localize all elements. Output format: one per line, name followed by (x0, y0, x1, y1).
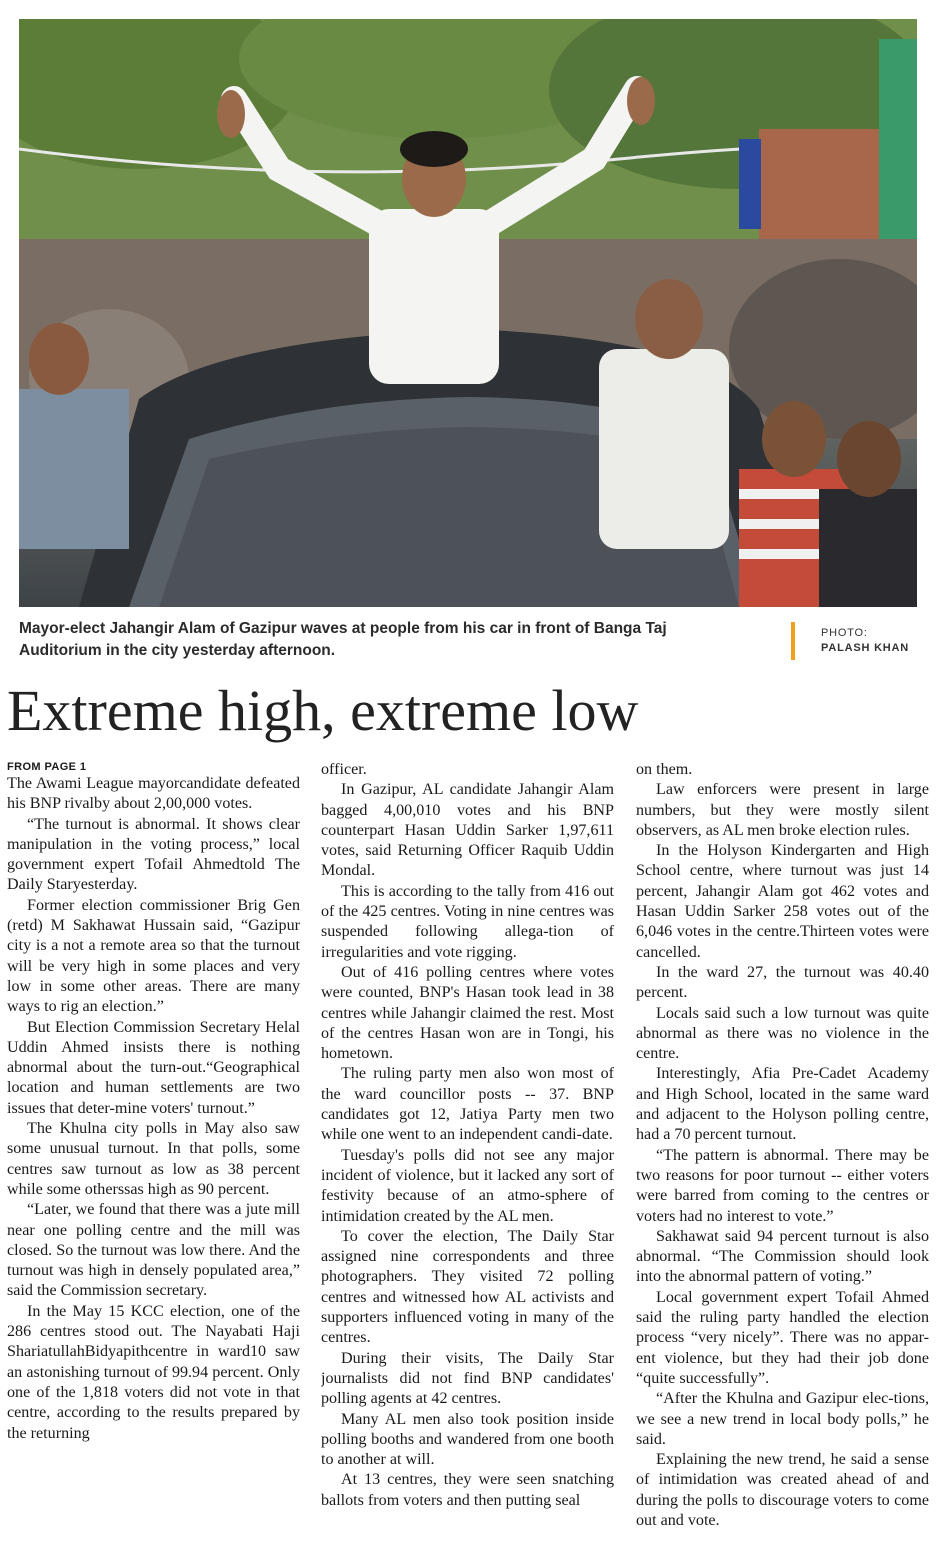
article-body (7, 760, 929, 1545)
paragraph: Law enforcers were present in large numbers, but they were mostly silent observers, as AL men broke election rules. (636, 781, 929, 839)
news-photo (19, 19, 917, 607)
paragraph: officer. (321, 761, 367, 778)
paragraph: “The turnout is abnormal. It shows clear manipulation in the voting process,” local government expert Tofail Ahmedtold The Daily Staryesterday. (7, 815, 300, 894)
paragraph: Explaining the new trend, he said a sense of intimidation was created ahead of and during the polls to discourage voters to come out and vote. (636, 1451, 929, 1529)
paragraph: “Later, we found that there was a jute mill near one polling centre and the mill was closed. So the turnout was low there. And the turnout was high in densely populated area,” said the Commission secretary. (7, 1201, 300, 1300)
paragraph: At 13 centres, they were seen snatching ballots from voters and then putting seal (321, 1471, 614, 1509)
article-column-2 (321, 760, 614, 1545)
credit-divider (791, 622, 795, 660)
paragraph: To cover the election, The Daily Star assigned nine correspondents and three photographers. They visited 72 polling centres and witnessed how AL activists and supporters influenced voting in many of the centres. (321, 1227, 614, 1347)
paragraph: In the May 15 KCC election, one of the 286 centres stood out. The Nayabati Haji ShariatullahBidyapithcentre in ward10 saw an astonishing turnout of 99.94 percent. Only one of the 1,818 voters did not vote in that centre, according to the results prepared by the returning (7, 1302, 300, 1442)
photo-caption: Mayor-elect Jahangir Alam of Gazipur waves at people from his car in front of Banga Taj Auditorium in the city yesterday afternoon. (19, 620, 667, 659)
paragraph: In the Holyson Kindergarten and High School centre, where turnout was just 14 percent, Jahangir Alam got 462 votes and Hasan Uddin Sarker 258 votes out of the 6,046 votes in the centre.Thirteen votes were cancelled. (636, 842, 929, 961)
paragraph: The ruling party men also won most of the ward councillor posts -- 37. BNP candidates got 12, Jatiya Party men two while one went to an independent candi-date. (321, 1065, 614, 1144)
paragraph: Former election commissioner Brig Gen (retd) M Sakhawat Hussain said, “Gazipur city is a not a remote area so that the turnout will be very high in some places and very low in some other areas. There are many ways to rig an election.” (7, 896, 300, 1016)
paragraph: Local government expert Tofail Ahmed said the ruling party handled the election process “very nicely”. There was no appar-ent violence, but they had their job done “quite successfully”. (636, 1288, 929, 1387)
paragraph: Locals said such a low turnout was quite abnormal as there was no violence in the centre. (636, 1004, 929, 1063)
paragraph: Sakhawat said 94 percent turnout is also abnormal. “The Commission should look into the abnormal pattern of voting.” (636, 1227, 929, 1286)
paragraph: In the ward 27, the turnout was 40.40 percent. (636, 963, 929, 1002)
photo-illustration (19, 19, 917, 607)
paragraph: The Khulna city polls in May also saw some unusual turnout. In that polls, some centres saw turnout as low as 38 percent while some otherssas high as 90 percent. (7, 1120, 300, 1198)
paragraph: on them. (636, 761, 693, 778)
paragraph: This is according to the tally from 416 out of the 425 centres. Voting in nine centres was suspended following allega-tion of irregularities and vote rigging. (321, 882, 614, 961)
paragraph: Out of 416 polling centres where votes were counted, BNP's Hasan took lead in 38 centres while Jahangir claimed the rest. Most of the centres Hasan won are in Tongi, his hometown. (321, 963, 614, 1063)
photo-credit (821, 626, 909, 656)
article-column-1 (7, 760, 300, 1545)
paragraph: “After the Khulna and Gazipur elec-tions, we see a new trend in local body polls,” he said. (636, 1390, 929, 1448)
paragraph: Interestingly, Afia Pre-Cadet Academy and High School, located in the same ward and adjacent to the Holyson polling centre, had a 70 percent turnout. (636, 1065, 929, 1144)
article-headline: Extreme high, extreme low (7, 678, 639, 743)
paragraph: Tuesday's polls did not see any major incident of violence, but it lacked any sort of festivity because of an atmo-sphere of intimidation created by the AL men. (321, 1146, 614, 1225)
article-column-3 (636, 760, 929, 1545)
photo-credit-name: PALASH KHAN (821, 642, 910, 654)
paragraph: Many AL men also took position inside polling booths and wandered from one booth to another at will. (321, 1410, 614, 1469)
paragraph: During their visits, The Daily Star journalists did not find BNP candidates' polling agents at 42 centres. (321, 1349, 614, 1408)
photo-credit-label: PHOTO: (821, 627, 868, 639)
paragraph: In Gazipur, AL candidate Jahangir Alam bagged 4,00,010 votes and his BNP counterpart Hasan Uddin Sarker 1,97,611 votes, said Returning Officer Raquib Uddin Mondal. (321, 781, 614, 880)
paragraph: The Awami League mayorcandidate defeated his BNP rivalby about 2,00,000 votes. (7, 775, 300, 813)
paragraph: But Election Commission Secretary Helal Uddin Ahmed insists there is nothing abnormal about the turn-out.“Geographical location and human settlements are two issues that deter-mine voters' turnout.” (7, 1018, 300, 1117)
jump-line: FROM PAGE 1 (7, 761, 87, 773)
paragraph: “The pattern is abnormal. There may be two reasons for poor turnout -- either voters were barred from coming to the centres or voters had no interest to vote.” (636, 1146, 929, 1225)
photo-caption-area (19, 618, 917, 668)
